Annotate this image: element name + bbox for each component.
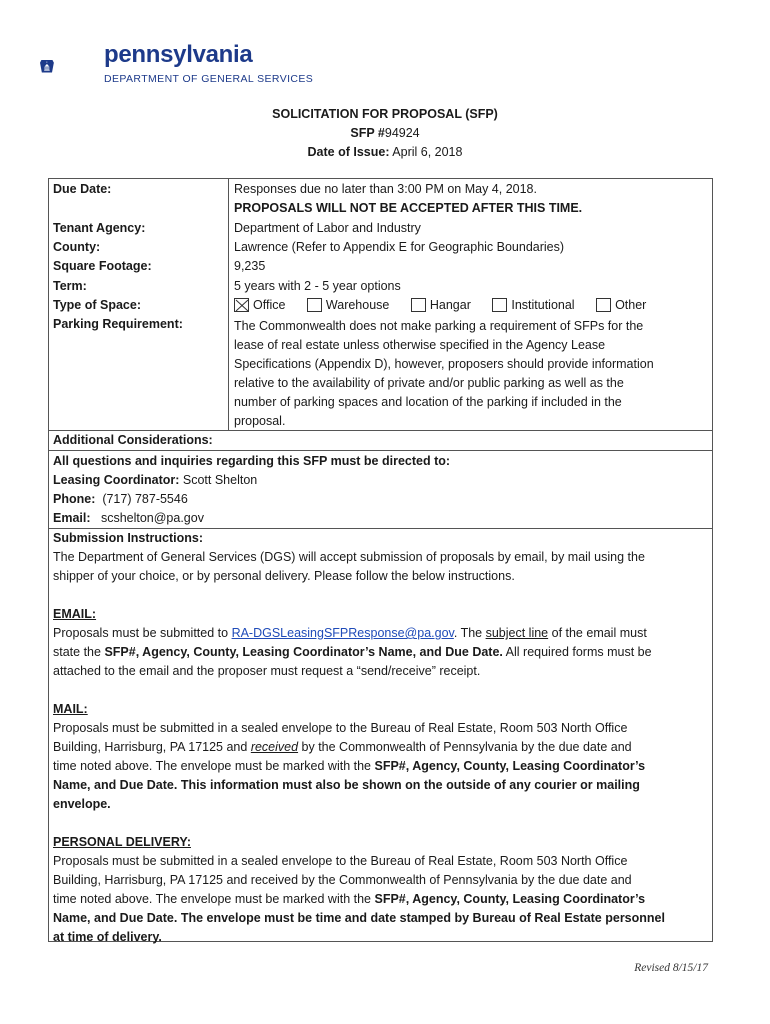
row-divider <box>49 450 712 451</box>
institutional-checkbox[interactable] <box>492 298 507 312</box>
tenant-agency-value: Department of Labor and Industry <box>234 221 421 235</box>
mail-instructions <box>53 738 708 757</box>
personal-instructions: Name, and Due Date. The envelope must be time and date stamped by Bureau of Real Estate personnel <box>53 911 665 925</box>
parking-line: proposal. <box>234 414 286 428</box>
personal-required-fields: SFP#, Agency, County, Leasing Coordinator’s <box>374 892 646 906</box>
institutional-label: Institutional <box>511 298 575 312</box>
contact-block <box>53 452 708 528</box>
revision-date: Revised 8/15/17 <box>634 962 708 974</box>
personal-text: time noted above. The envelope must be marked with the <box>53 892 375 906</box>
type-of-space-options <box>234 298 664 312</box>
checked-x-icon <box>235 299 250 313</box>
email-text: Proposals must be submitted to <box>53 626 232 640</box>
sfp-label: SFP # <box>350 126 385 140</box>
mail-text: Building, Harrisburg, PA 17125 and <box>53 740 251 754</box>
mail-instructions: envelope. <box>53 797 111 811</box>
sfp-number: 94924 <box>384 126 420 140</box>
personal-instructions: Proposals must be submitted in a sealed envelope to the Bureau of Real Estate, Room 503 North Office <box>53 854 628 868</box>
mail-text: time noted above. The envelope must be marked with the <box>53 759 375 773</box>
keystone-capitol-icon <box>40 36 100 96</box>
phone-label: Phone: <box>53 492 96 506</box>
county-label: County: <box>53 240 101 254</box>
type-of-space-label: Type of Space: <box>53 298 141 312</box>
mail-heading: MAIL: <box>53 702 88 716</box>
email-instructions <box>53 624 708 643</box>
other-checkbox[interactable] <box>596 298 611 312</box>
warehouse-label: Warehouse <box>325 298 390 312</box>
term-value: 5 years with 2 - 5 year options <box>234 279 401 293</box>
personal-instructions: Building, Harrisburg, PA 17125 and received by the Commonwealth of Pennsylvania by the due date and <box>53 873 632 887</box>
email-text: . The <box>453 626 486 640</box>
submission-intro: The Department of General Services (DGS) will accept submission of proposals by email, by mail using the <box>53 550 645 564</box>
email-instructions <box>53 643 708 662</box>
term-label: Term: <box>53 279 87 293</box>
submission-intro: shipper of your choice, or by personal delivery. Please follow the below instructions. <box>53 569 515 583</box>
received-emphasis: received <box>250 740 299 754</box>
mail-instructions: Proposals must be submitted in a sealed envelope to the Bureau of Real Estate, Room 503 North Office <box>53 721 628 735</box>
document-title: SOLICITATION FOR PROPOSAL (SFP) <box>272 107 498 121</box>
submission-email-link[interactable]: RA-DGSLeasingSFPResponse@pa.gov <box>231 626 454 640</box>
coordinator-label: Leasing Coordinator: <box>53 473 180 487</box>
email-instructions: attached to the email and the proposer must request a “send/receive” receipt. <box>53 664 481 678</box>
other-label: Other <box>615 298 647 312</box>
personal-instructions: at time of delivery. <box>53 930 162 944</box>
logo-wordmark: pennsylvania <box>104 41 253 68</box>
space-option-hangar[interactable] <box>411 298 471 312</box>
parking-line: lease of real estate unless otherwise specified in the Agency Lease <box>234 338 606 352</box>
personal-delivery-heading: PERSONAL DELIVERY: <box>53 835 191 849</box>
mail-required-fields: SFP#, Agency, County, Leasing Coordinator’s <box>374 759 646 773</box>
due-date-value: Responses due no later than 3:00 PM on May 4, 2018. <box>234 182 537 196</box>
office-checkbox[interactable] <box>234 298 249 312</box>
phone-value: (717) 787-5546 <box>102 492 188 506</box>
email-text: state the <box>53 645 105 659</box>
hangar-checkbox[interactable] <box>411 298 426 312</box>
mail-text: by the Commonwealth of Pennsylvania by the due date and <box>298 740 632 754</box>
due-date-note: PROPOSALS WILL NOT BE ACCEPTED AFTER THIS TIME. <box>234 201 583 215</box>
subject-line-text: subject line <box>485 626 549 640</box>
logo-department: DEPARTMENT OF GENERAL SERVICES <box>104 73 314 85</box>
space-option-other[interactable] <box>596 298 646 312</box>
column-divider <box>228 179 229 430</box>
submission-block <box>53 529 708 947</box>
due-date-label: Due Date: <box>53 182 112 196</box>
parking-label: Parking Requirement: <box>53 317 183 331</box>
tenant-agency-label: Tenant Agency: <box>53 221 146 235</box>
mail-instructions <box>53 757 708 776</box>
square-footage-label: Square Footage: <box>53 259 152 273</box>
issue-date-label: Date of Issue: <box>307 145 390 159</box>
email-label: Email: <box>53 511 91 525</box>
county-value: Lawrence (Refer to Appendix E for Geographic Boundaries) <box>234 240 565 254</box>
submission-heading: Submission Instructions: <box>53 531 204 545</box>
space-option-institutional[interactable] <box>492 298 574 312</box>
warehouse-checkbox[interactable] <box>307 298 322 312</box>
row-divider <box>49 430 712 431</box>
space-option-office[interactable] <box>234 298 285 312</box>
email-value: scshelton@pa.gov <box>100 511 204 525</box>
space-option-warehouse[interactable] <box>307 298 389 312</box>
square-footage-value: 9,235 <box>234 259 266 273</box>
coordinator-value: Scott Shelton <box>182 473 258 487</box>
email-text: of the email must <box>548 626 647 640</box>
parking-line: number of parking spaces and location of the parking if included in the <box>234 395 622 409</box>
issue-date: April 6, 2018 <box>392 145 463 159</box>
sfp-form <box>48 178 713 942</box>
email-text: All required forms must be <box>502 645 652 659</box>
parking-line: relative to the availability of private and/or public parking as well as the <box>234 376 624 390</box>
contact-heading: All questions and inquiries regarding this SFP must be directed to: <box>53 454 451 468</box>
email-required-fields: SFP#, Agency, County, Leasing Coordinator’s Name, and Due Date. <box>104 645 503 659</box>
email-heading: EMAIL: <box>53 607 97 621</box>
parking-line: Specifications (Appendix D), however, proposers should provide information <box>234 357 654 371</box>
parking-text <box>234 317 654 431</box>
personal-instructions <box>53 890 708 909</box>
document-title-block <box>0 105 770 162</box>
mail-instructions: Name, and Due Date. This information must also be shown on the outside of any courier or mailing <box>53 778 640 792</box>
hangar-label: Hangar <box>429 298 471 312</box>
parking-line: The Commonwealth does not make parking a requirement of SFPs for the <box>234 319 644 333</box>
additional-considerations-label: Additional Considerations: <box>53 433 213 447</box>
office-label: Office <box>253 298 286 312</box>
